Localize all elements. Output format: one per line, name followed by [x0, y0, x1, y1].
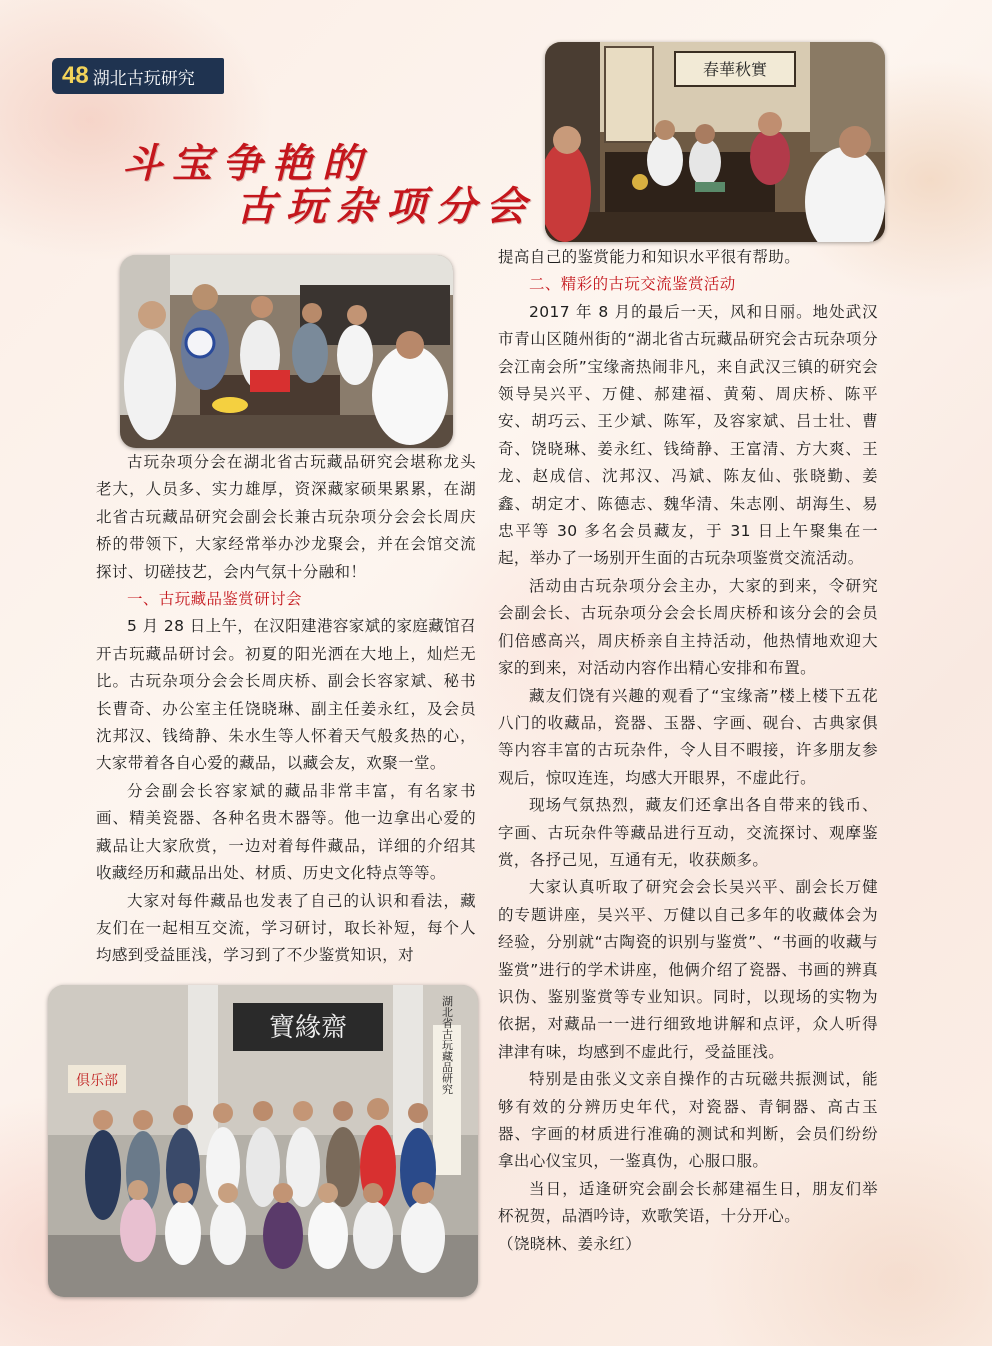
paragraph: 大家认真听取了研究会会长吴兴平、副会长万健的专题讲座，吴兴平、万健以自己多年的收藏体会为经验，分别就“古陶瓷的识别与鉴赏”、“书画的收藏与鉴赏”进行的学术讲座，他俩介绍了瓷器、书画的辨真识伪、鉴别鉴赏等专业知识。同时，以现场的实物为依据，对藏品一一进行细致地讲解和点评，众人听得津津有味，均感到不虚此行，受益匪浅。 [498, 878, 878, 1061]
article-title-line2: 古玩杂项分会 [236, 183, 536, 230]
right-column-text [498, 244, 878, 1258]
paragraph: 现场气氛热烈，藏友们还拿出各自带来的钱币、字画、古玩杂件等藏品进行互动，交流探讨、观摩鉴赏，各抒己见，互通有无，收获颇多。 [498, 796, 878, 869]
section-heading-1: 一、古玩藏品鉴赏研讨会 [127, 590, 302, 609]
intro-paragraph: 古玩杂项分会在湖北省古玩藏品研究会堪称龙头老大，人员多、实力雄厚，资深藏家硕果累累，在湖北省古玩藏品研究会副会长兼古玩杂项分会会长周庆桥的带领下，大家经常举办沙龙聚会，并在会馆交流探讨、切磋技艺，会内气氛十分融和！ [96, 453, 476, 581]
section-heading-2: 二、精彩的古玩交流鉴赏活动 [529, 275, 736, 294]
shop-sign: 寶緣齋 [268, 1013, 348, 1043]
calligraphy-scroll: 春華秋實 [702, 60, 768, 79]
club-sign: 俱乐部 [76, 1073, 118, 1089]
paragraph: 分会副会长容家斌的藏品非常丰富，有名家书画、精美瓷器、各种名贵木器等。他一边拿出心爱的藏品让大家欣赏，一边对着每件藏品，详细的介绍其收藏经历和藏品出处、材质、历史文化特点等等。 [96, 781, 476, 883]
article-title-line1: 斗宝争艳的 [122, 140, 372, 187]
photo-meeting [120, 255, 453, 448]
paragraph: 5 月 28 日上午，在汉阳建港容家斌的家庭藏馆召开古玩藏品研讨会。初夏的阳光洒在大地上，灿烂无比。古玩杂项分会会长周庆桥、副会长容家斌、秘书长曹奇、办公室主任饶晓琳、副主任姜永红，及会员沈邦汉、钱绮静、朱水生等人怀着天气般炙热的心，大家带着各自心爱的藏品，以藏会友，欢聚一堂。 [96, 617, 476, 773]
paragraph: 2017 年 8 月的最后一天，风和日丽。地处武汉市青山区随州街的“湖北省古玩藏品研究会古玩杂项分会江南会所”宝缘斋热闹非凡，来自武汉三镇的研究会领导吴兴平、万健、郝建福、黄菊、周庆桥、陈平安、胡巧云、王少斌、陈军，及容家斌、吕士壮、曹奇、饶晓琳、姜永红、钱绮静、王富清、方大爽、王龙、赵成信、沈邦汉、冯斌、陈友仙、张晓勤、姜鑫、胡定才、陈德志、魏华清、朱志刚、胡海生、易忠平等 30 多名会员藏友，于 31 日上午聚集在一起，举办了一场别开生面的古玩杂项鉴赏交流活动。 [498, 302, 878, 568]
paragraph: 藏友们饶有兴趣的观看了“宝缘斋”楼上楼下五花八门的收藏品，瓷器、玉器、字画、砚台、古典家俱等内容丰富的古玩杂件，令人目不暇接，许多朋友参观后，惊叹连连，均感大开眼界，不虚此行。 [498, 686, 878, 787]
paragraph-continued: 提高自己的鉴赏能力和知识水平很有帮助。 [498, 248, 801, 266]
photo-group-image [48, 985, 478, 1297]
paragraph: 大家对每件藏品也发表了自己的认识和看法，藏友们在一起相互交流，学习研讨，取长补短，每个人均感到受益匪浅，学习到了不少鉴赏知识，对 [96, 891, 476, 965]
photo-tea-room [545, 42, 885, 242]
photo-tea-room-image [545, 42, 885, 242]
paragraph: 特别是由张义文亲自操作的古玩磁共振测试，能够有效的分辨历史年代，对瓷器、青铜器、高古玉器、字画的材质进行准确的测试和判断，会员们纷纷拿出心仪宝贝，一鉴真伪，心服口服。 [498, 1070, 878, 1171]
author-signature: （饶晓林、姜永红） [498, 1234, 642, 1253]
photo-meeting-image [120, 255, 453, 448]
section-name: 湖北古玩研究 [92, 68, 195, 89]
section-header-tab [52, 58, 224, 94]
page-number: 48 [62, 62, 89, 89]
paragraph: 活动由古玩杂项分会主办，大家的到来，令研究会副会长、古玩杂项分会会长周庆桥和该分会的会员们倍感高兴，周庆桥亲自主持活动，他热情地欢迎大家的到来，对活动内容作出精心安排和布置。 [498, 576, 878, 678]
photo-group [48, 985, 478, 1297]
paragraph: 当日，适逢研究会副会长郝建福生日，朋友们举杯祝贺，品酒吟诗，欢歌笑语，十分开心。 [498, 1179, 878, 1226]
association-sign: 湖北省古玩藏品研究 [440, 995, 454, 1095]
left-column-text [96, 449, 476, 970]
